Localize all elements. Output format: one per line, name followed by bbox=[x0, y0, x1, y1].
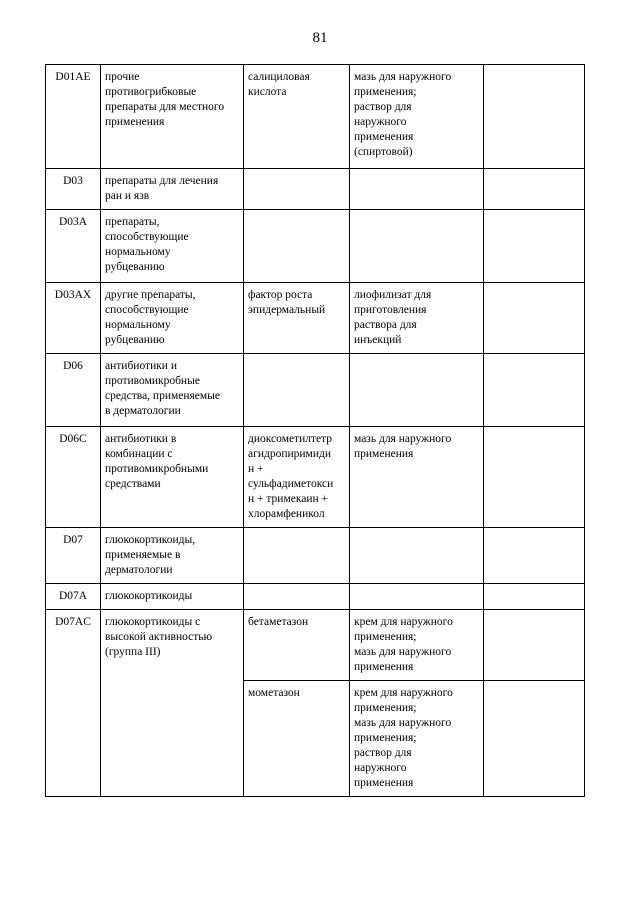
atc-code-cell: D03 bbox=[46, 169, 101, 210]
dosage-form-cell bbox=[350, 169, 484, 210]
empty-cell bbox=[484, 584, 585, 610]
table-row bbox=[46, 528, 585, 584]
table-row bbox=[46, 210, 585, 283]
table-row bbox=[46, 65, 585, 169]
atc-code-cell: D07A bbox=[46, 584, 101, 610]
group-name-cell: глюкокортикоиды с высокой активностью (группа III) bbox=[101, 610, 244, 797]
dosage-form-cell bbox=[350, 210, 484, 283]
dosage-form-cell: крем для наружного применения; мазь для наружного применения; раствор для наружного применения bbox=[350, 681, 484, 797]
table-row bbox=[46, 169, 585, 210]
empty-cell bbox=[484, 210, 585, 283]
drug-name-cell bbox=[244, 354, 350, 427]
empty-cell bbox=[484, 169, 585, 210]
group-name-cell: прочие противогрибковые препараты для местного применения bbox=[101, 65, 244, 169]
group-name-cell: антибиотики в комбинации с противомикробными средствами bbox=[101, 427, 244, 528]
empty-cell bbox=[484, 354, 585, 427]
dosage-form-cell bbox=[350, 584, 484, 610]
atc-code-cell: D03AX bbox=[46, 283, 101, 354]
atc-code-cell: D07 bbox=[46, 528, 101, 584]
group-name-cell: антибиотики и противомикробные средства, применяемые в дерматологии bbox=[101, 354, 244, 427]
drug-name-cell bbox=[244, 169, 350, 210]
table-row bbox=[46, 427, 585, 528]
dosage-form-cell: мазь для наружного применения; раствор для наружного применения (спиртовой) bbox=[350, 65, 484, 169]
group-name-cell: препараты для лечения ран и язв bbox=[101, 169, 244, 210]
atc-code-cell: D01AE bbox=[46, 65, 101, 169]
group-name-cell: препараты, способствующие нормальному рубцеванию bbox=[101, 210, 244, 283]
drug-name-cell bbox=[244, 528, 350, 584]
empty-cell bbox=[484, 65, 585, 169]
drug-name-cell: салициловая кислота bbox=[244, 65, 350, 169]
atc-code-cell: D07AC bbox=[46, 610, 101, 797]
atc-code-cell: D06 bbox=[46, 354, 101, 427]
empty-cell bbox=[484, 528, 585, 584]
empty-cell bbox=[484, 681, 585, 797]
drug-name-cell: фактор роста эпидермальный bbox=[244, 283, 350, 354]
empty-cell bbox=[484, 610, 585, 681]
drug-name-cell: бетаметазон bbox=[244, 610, 350, 681]
table-row bbox=[46, 584, 585, 610]
table-row bbox=[46, 610, 585, 681]
dosage-form-cell: крем для наружного применения; мазь для наружного применения bbox=[350, 610, 484, 681]
atc-code-cell: D06C bbox=[46, 427, 101, 528]
drug-name-cell: диоксометилтетр агидропиримиди н + сульфадиметокси н + тримекаин + хлорамфеникол bbox=[244, 427, 350, 528]
drug-name-cell bbox=[244, 584, 350, 610]
dosage-form-cell bbox=[350, 354, 484, 427]
empty-cell bbox=[484, 427, 585, 528]
group-name-cell: глюкокортикоиды bbox=[101, 584, 244, 610]
dosage-form-cell: мазь для наружного применения bbox=[350, 427, 484, 528]
table-row bbox=[46, 283, 585, 354]
dosage-form-cell bbox=[350, 528, 484, 584]
drug-name-cell: мометазон bbox=[244, 681, 350, 797]
page-number: 81 bbox=[312, 30, 328, 46]
dosage-form-cell: лиофилизат для приготовления раствора для инъекций bbox=[350, 283, 484, 354]
table-row bbox=[46, 354, 585, 427]
empty-cell bbox=[484, 283, 585, 354]
group-name-cell: другие препараты, способствующие нормальному рубцеванию bbox=[101, 283, 244, 354]
group-name-cell: глюкокортикоиды, применяемые в дерматологии bbox=[101, 528, 244, 584]
drug-classification-table bbox=[45, 64, 585, 797]
atc-code-cell: D03A bbox=[46, 210, 101, 283]
drug-name-cell bbox=[244, 210, 350, 283]
